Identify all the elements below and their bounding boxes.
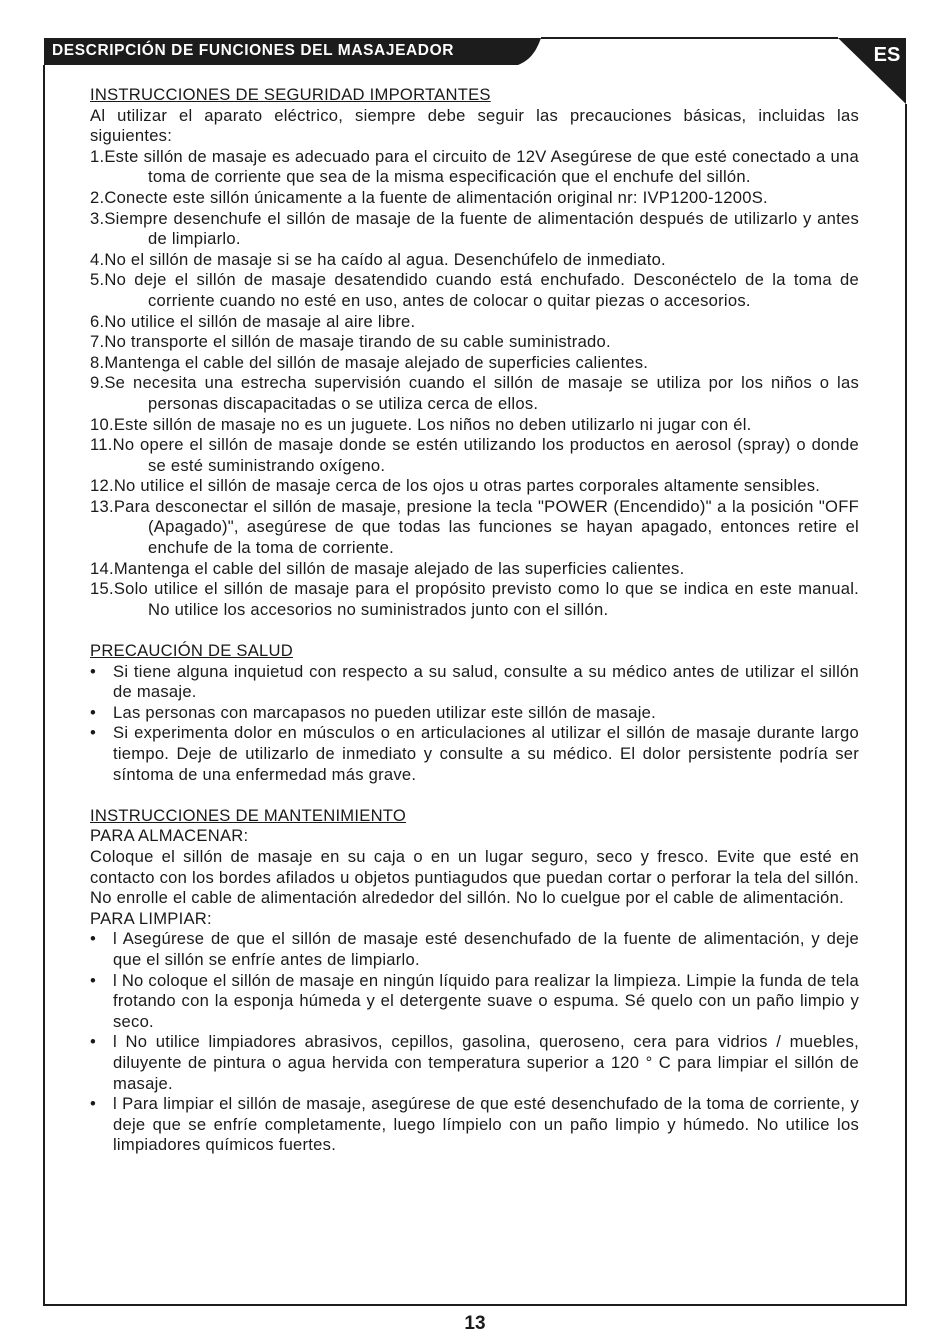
spacer <box>90 620 859 641</box>
safety-item <box>90 415 859 436</box>
safety-item <box>90 147 859 188</box>
list-item-text: l Asegúrese de que el sillón de masaje esté desenchufado de la fuente de alimentación, y deje que el sillón se enfríe antes de limpiarlo. <box>113 929 859 969</box>
item-text: Este sillón de masaje es adecuado para el circuito de 12V Asegúrese de que esté conectado a una toma de corriente que sea de la misma especificación que el enchufe del sillón. <box>104 146 859 187</box>
list-item <box>90 1032 859 1094</box>
safety-list <box>90 147 859 621</box>
language-badge: ES <box>873 44 901 66</box>
item-text: Este sillón de masaje no es un juguete. Los niños no deben utilizarlo ni jugar con él. <box>113 414 752 434</box>
list-item-text: Si experimenta dolor en músculos o en articulaciones al utilizar el sillón de masaje durante largo tiempo. Deje de utilizarlo de inmediato y consulte a su médico. El dolor persistente podría ser síntoma de una enfermedad más grave. <box>113 723 859 784</box>
item-number: 14. <box>90 558 114 578</box>
item-text: No opere el sillón de masaje donde se estén utilizando los productos en aerosol (spray) o donde se esté suministrando oxígeno. <box>112 435 859 475</box>
section-title: DESCRIPCIÓN DE FUNCIONES DEL MASAJEADOR <box>52 42 455 59</box>
item-text: No utilice el sillón de masaje cerca de los ojos u otras partes corporales altamente sensibles. <box>113 476 821 496</box>
safety-item <box>90 188 859 209</box>
health-list <box>90 662 859 786</box>
health-heading: PRECAUCIÓN DE SALUD <box>90 641 293 661</box>
safety-item <box>90 332 859 353</box>
item-text: Mantenga el cable del sillón de masaje alejado de las superficies calientes. <box>113 558 685 578</box>
safety-item <box>90 209 859 250</box>
list-item <box>90 971 859 1033</box>
bullet-icon: • <box>90 723 97 743</box>
bullet-icon: • <box>90 970 97 990</box>
safety-item <box>90 559 859 580</box>
safety-item <box>90 353 859 374</box>
safety-item <box>90 312 859 333</box>
item-text: No deje el sillón de masaje desatendido cuando está enchufado. Desconéctelo de la toma de corriente cuando no esté en uso, antes de colocar o quitar piezas o accesorios. <box>104 270 859 310</box>
list-item <box>90 929 859 970</box>
safety-intro: Al utilizar el aparato eléctrico, siempre debe seguir las precauciones básicas, incluidas las siguientes: <box>90 105 859 146</box>
list-item <box>90 662 859 703</box>
list-item <box>90 1094 859 1156</box>
bullet-icon: • <box>90 661 97 681</box>
safety-item <box>90 270 859 311</box>
page-number: 13 <box>464 1313 486 1334</box>
item-number: 2. <box>90 187 105 207</box>
item-number: 5. <box>90 270 105 290</box>
storage-label: PARA ALMACENAR: <box>90 826 249 846</box>
bullet-icon: • <box>90 1032 97 1052</box>
item-number: 4. <box>90 249 105 269</box>
item-text: Para desconectar el sillón de masaje, presione la tecla "POWER (Encendido)" a la posición "OFF (Apagado)", asegúrese de que todas las funciones se hayan apagado, entonces retire el enchufe de la toma de corriente. <box>113 496 859 558</box>
safety-item <box>90 435 859 476</box>
spacer <box>90 785 859 806</box>
item-text: Se necesita una estrecha supervisión cuando el sillón de masaje se utiliza por los niños o las personas discapacitadas o se utiliza cerca de ellos. <box>104 373 859 413</box>
bullet-icon: • <box>90 702 97 722</box>
item-text: Mantenga el cable del sillón de masaje alejado de superficies calientes. <box>104 352 649 372</box>
item-number: 7. <box>90 332 105 352</box>
safety-item <box>90 579 859 620</box>
item-text: Siempre desenchufe el sillón de masaje de la fuente de alimentación después de utilizarlo y antes de limpiarlo. <box>104 208 859 249</box>
item-text: No utilice el sillón de masaje al aire libre. <box>104 311 416 331</box>
item-number: 6. <box>90 311 105 331</box>
list-item-text: l No coloque el sillón de masaje en ningún líquido para realizar la limpieza. Limpie la funda de tela frotando con la esponja húmeda y el detergente suave o espuma. Sé quelo con un paño limpio y seco. <box>113 970 859 1031</box>
bullet-icon: • <box>90 929 97 949</box>
item-text: Conecte este sillón únicamente a la fuente de alimentación original nr: IVP1200-1200S. <box>104 187 768 207</box>
list-item-text: l Para limpiar el sillón de masaje, asegúrese de que esté desenchufado de la toma de corriente, y deje que se enfríe completamente, luego límpielo con un paño limpio y húmedo. No utilice los limpiadores químicos fuertes. <box>113 1094 859 1155</box>
item-text: No transporte el sillón de masaje tirando de su cable suministrado. <box>104 332 611 352</box>
item-number: 10. <box>90 414 114 434</box>
list-item <box>90 723 859 785</box>
safety-item <box>90 250 859 271</box>
storage-text: Coloque el sillón de masaje en su caja o en un lugar seguro, seco y fresco. Evite que esté en contacto con los bordes afilados u objetos puntiagudos que puedan cortar o perforar la tela del sillón. No enrolle el cable de alimentación alrededor del sillón. No lo cuelgue por el cable de alimentación. <box>90 846 859 908</box>
item-number: 13. <box>90 496 114 516</box>
item-number: 11. <box>90 435 113 455</box>
safety-heading: INSTRUCCIONES DE SEGURIDAD IMPORTANTES <box>90 85 491 104</box>
item-number: 1. <box>90 146 105 166</box>
item-text: Solo utilice el sillón de masaje para el propósito previsto como lo que se indica en este manual. No utilice los accesorios no suministrados junto con el sillón. <box>113 579 859 619</box>
safety-item <box>90 497 859 559</box>
bullet-icon: • <box>90 1094 97 1114</box>
item-text: No el sillón de masaje si se ha caído al agua. Desenchúfelo de inmediato. <box>104 249 666 269</box>
item-number: 15. <box>90 579 114 599</box>
cleaning-list <box>90 929 859 1156</box>
content-area <box>90 85 859 1156</box>
maintenance-heading: INSTRUCCIONES DE MANTENIMIENTO <box>90 805 407 825</box>
safety-item <box>90 476 859 497</box>
item-number: 9. <box>90 373 105 393</box>
list-item-text: l No utilice limpiadores abrasivos, cepillos, gasolina, queroseno, cera para vidrios / muebles, diluyente de pintura o agua hervida con temperatura superior a 120 ° C para limpiar el sillón de masaje. <box>113 1032 859 1093</box>
list-item-text: Si tiene alguna inquietud con respecto a su salud, consulte a su médico antes de utilizar el sillón de masaje. <box>113 661 859 702</box>
list-item-text: Las personas con marcapasos no pueden utilizar este sillón de masaje. <box>113 702 657 722</box>
list-item <box>90 703 859 724</box>
cleaning-label: PARA LIMPIAR: <box>90 908 212 928</box>
item-number: 8. <box>90 352 105 372</box>
item-number: 3. <box>90 208 105 228</box>
item-number: 12. <box>90 476 114 496</box>
safety-item <box>90 373 859 414</box>
